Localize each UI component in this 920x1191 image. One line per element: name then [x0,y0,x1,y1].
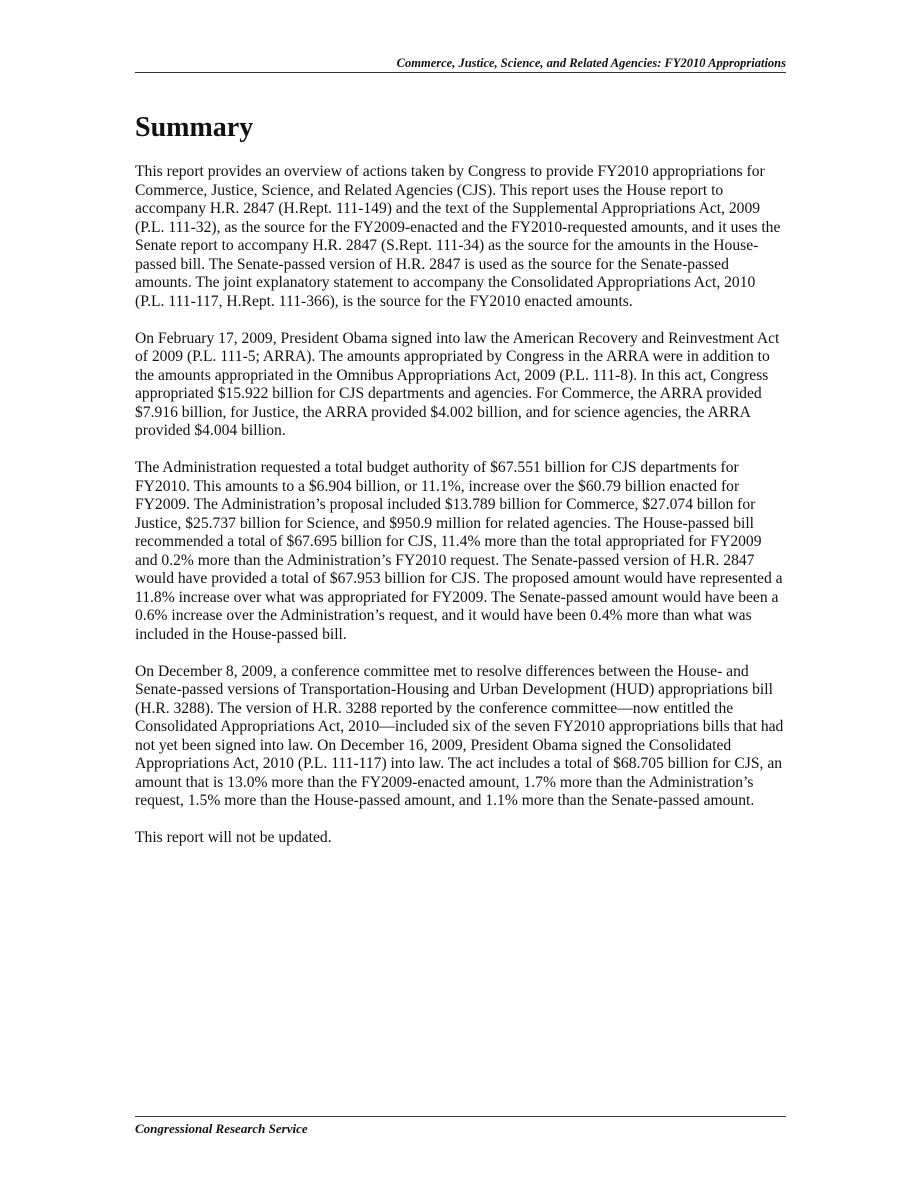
running-header-title: Commerce, Justice, Science, and Related Agencies: FY2010 Appropriations [396,56,786,70]
header-divider [135,72,786,73]
footer-organization: Congressional Research Service [135,1121,308,1136]
summary-paragraph-1: This report provides an overview of actions taken by Congress to provide FY2010 appropriations for Commerce, Justice, Science, and Related Agencies (CJS). This report uses the House report to accompany H.R. 2847 (H.Rept. 111-149) and the text of the Supplemental Appropriations Act, 2009 (P.L. 111-32), as the source for the FY2009-enacted and the FY2010-requested amounts, and it uses the Senate report to accompany H.R. 2847 (S.Rept. 111-34) as the source for the amounts in the House-passed bill. The Senate-passed version of H.R. 2847 is used as the source for the Senate-passed amounts. The joint explanatory statement to accompany the Consolidated Appropriations Act, 2010 (P.L. 111-117, H.Rept. 111-366), is the source for the FY2010 enacted amounts. [135,163,781,310]
footer-divider [135,1116,786,1117]
summary-paragraph-4: On December 8, 2009, a conference committee met to resolve differences between the House- and Senate-passed versions of Transportation-Housing and Urban Development (HUD) appropriations bill (H.R. 3288). The version of H.R. 3288 reported by the conference committee—now entitled the Consolidated Appropriations Act, 2010—included six of the seven FY2010 appropriations bills that had not yet been signed into law. On December 16, 2009, President Obama signed the Consolidated Appropriations Act, 2010 (P.L. 111-117) into law. The act includes a total of $68.705 billion for CJS, an amount that is 13.0% more than the FY2009-enacted amount, 1.7% more than the Administration’s request, 1.5% more than the House-passed amount, and 1.1% more than the Senate-passed amount. [135,662,784,809]
summary-paragraph-5: This report will not be updated. [135,829,332,846]
page-title: Summary [135,112,254,143]
summary-paragraph-3: The Administration requested a total budget authority of $67.551 billion for CJS departments for FY2010. This amounts to a $6.904 billion, or 11.1%, increase over the $60.79 billion enacted for FY2009. The Administration’s proposal included $13.789 billion for Commerce, $27.074 billon for Justice, $25.737 billion for Science, and $950.9 million for related agencies. The House-passed bill recommended a total of $67.695 billion for CJS, 11.4% more than the total appropriated for FY2009 and 0.2% more than the Administration’s FY2010 request. The Senate-passed version of H.R. 2847 would have provided a total of $67.953 billion for CJS. The proposed amount would have represented a 11.8% increase over what was appropriated for FY2009. The Senate-passed amount would have been a 0.6% increase over the Administration’s request, and it would have been 0.4% more than what was included in the House-passed bill. [135,459,783,643]
summary-paragraph-2: On February 17, 2009, President Obama signed into law the American Recovery and Reinvestment Act of 2009 (P.L. 111-5; ARRA). The amounts appropriated by Congress in the ARRA were in addition to the amounts appropriated in the Omnibus Appropriations Act, 2009 (P.L. 111-8). In this act, Congress appropriated $15.922 billion for CJS departments and agencies. For Commerce, the ARRA provided $7.916 billion, for Justice, the ARRA provided $4.002 billion, and for science agencies, the ARRA provided $4.004 billion. [135,329,780,439]
summary-body [135,163,786,866]
